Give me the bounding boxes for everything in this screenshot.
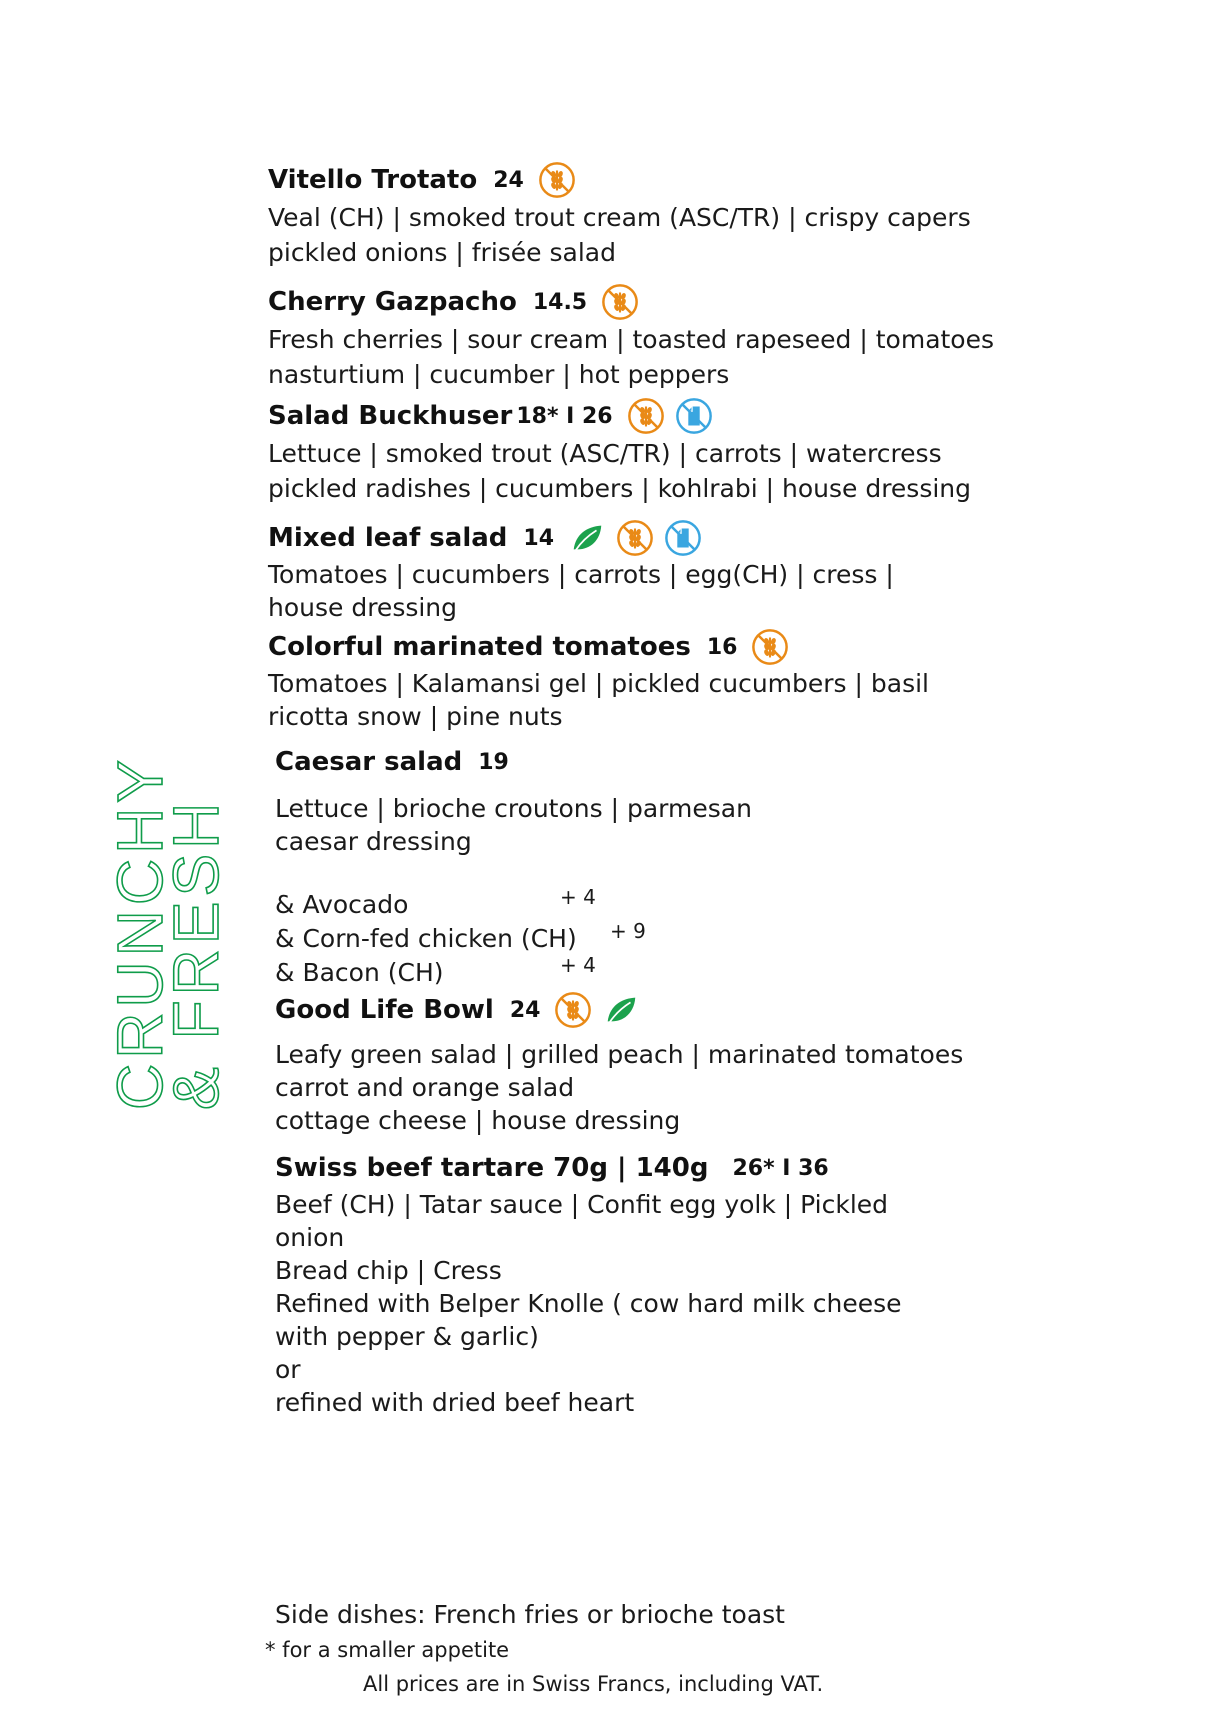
addon-label: & Corn-fed chicken (CH) xyxy=(275,924,577,953)
dish-description-line: Lettuce | brioche croutons | parmesan xyxy=(275,794,752,823)
addon-item xyxy=(275,953,1175,990)
dish-price: 24 xyxy=(509,997,541,1023)
menu-item-header xyxy=(268,518,1168,558)
dish-description-line: Bread chip | Cress xyxy=(275,1256,502,1285)
dish-description xyxy=(268,436,1168,506)
addons-list xyxy=(275,885,1175,990)
dish-description xyxy=(268,200,1168,270)
lactose-free-icon xyxy=(675,397,713,435)
dish-name: Salad Buckhuser xyxy=(268,401,513,431)
dish-price: 14 xyxy=(523,525,555,551)
dish-description-line: refined with dried beef heart xyxy=(275,1388,635,1417)
dish-description-line: or xyxy=(275,1355,301,1384)
dish-name: Mixed leaf salad xyxy=(268,523,508,553)
dish-description-line: ricotta snow | pine nuts xyxy=(268,702,563,731)
dish-description-line: Leafy green salad | grilled peach | marinated tomatoes xyxy=(275,1040,964,1069)
dish-name: Colorful marinated tomatoes xyxy=(268,632,691,662)
dish-description xyxy=(268,667,1168,733)
menu-item-header xyxy=(268,282,1168,322)
dish-description-line: nasturtium | cucumber | hot peppers xyxy=(268,360,730,389)
footnote: * for a smaller appetite xyxy=(265,1638,510,1662)
section-title-line-1: CRUNCHY xyxy=(104,755,176,1110)
menu-item xyxy=(275,742,1175,990)
addon-price: + 4 xyxy=(560,953,596,977)
menu-item xyxy=(268,396,1168,506)
dish-description-line: Beef (CH) | Tatar sauce | Confit egg yolk | Pickled xyxy=(275,1190,889,1219)
dish-description-line: with pepper & garlic) xyxy=(275,1322,539,1351)
dish-description xyxy=(275,792,1175,858)
dish-description-line: pickled radishes | cucumbers | kohlrabi | house dressing xyxy=(268,474,972,503)
dish-price: 18* I 26 xyxy=(516,403,613,429)
addon-label: & Avocado xyxy=(275,890,409,919)
vat-note: All prices are in Swiss Francs, including VAT. xyxy=(363,1672,824,1696)
addon-label: & Bacon (CH) xyxy=(275,958,444,987)
dish-name: Swiss beef tartare 70g | 140g xyxy=(275,1153,709,1183)
dietary-icons xyxy=(554,991,640,1029)
dish-description-line: Tomatoes | cucumbers | carrots | egg(CH) | cress | xyxy=(268,560,894,589)
dish-description-line: Refined with Belper Knolle ( cow hard milk cheese xyxy=(275,1289,902,1318)
dietary-icons xyxy=(538,161,576,199)
addon-price: + 4 xyxy=(560,885,596,909)
section-title-line-2: & FRESH xyxy=(160,797,232,1110)
gluten-free-icon xyxy=(616,519,654,557)
dish-description-line: Veal (CH) | smoked trout cream (ASC/TR) | crispy capers xyxy=(268,203,971,232)
dish-name: Cherry Gazpacho xyxy=(268,287,517,317)
gluten-free-icon xyxy=(601,283,639,321)
gluten-free-icon xyxy=(751,628,789,666)
addon-price: + 9 xyxy=(610,919,646,943)
dietary-icons xyxy=(568,519,702,557)
menu-item-header xyxy=(275,742,1175,782)
gluten-free-icon xyxy=(554,991,592,1029)
dietary-icons xyxy=(627,397,713,435)
dietary-icons xyxy=(601,283,639,321)
dish-description xyxy=(268,558,1168,624)
dish-description-line: pickled onions | frisée salad xyxy=(268,238,616,267)
menu-item xyxy=(268,160,1168,270)
menu-item xyxy=(275,1148,1175,1419)
dish-description xyxy=(275,1188,1175,1419)
addon-item xyxy=(275,885,1175,922)
dish-name: Caesar salad xyxy=(275,747,463,777)
dish-price: 19 xyxy=(478,749,509,775)
dish-price: 16 xyxy=(706,634,738,660)
vegan-leaf-icon xyxy=(602,991,640,1029)
dish-price: 14.5 xyxy=(532,289,588,315)
section-title-vertical xyxy=(104,755,232,1110)
addon-item xyxy=(275,919,1175,956)
dish-price: 24 xyxy=(493,167,524,193)
dish-description-line: Fresh cherries | sour cream | toasted rapeseed | tomatoes xyxy=(268,325,995,354)
dietary-icons xyxy=(751,628,789,666)
menu-item xyxy=(268,518,1168,624)
dish-description xyxy=(275,1038,1175,1137)
menu-item xyxy=(275,990,1175,1137)
lactose-free-icon xyxy=(664,519,702,557)
dish-description-line: caesar dressing xyxy=(275,827,472,856)
dish-description-line: cottage cheese | house dressing xyxy=(275,1106,681,1135)
menu-item-header xyxy=(268,160,1168,200)
dish-description-line: house dressing xyxy=(268,593,458,622)
menu-item-header xyxy=(268,627,1168,667)
dish-description-line: Tomatoes | Kalamansi gel | pickled cucumbers | basil xyxy=(268,669,929,698)
dish-description-line: Lettuce | smoked trout (ASC/TR) | carrots | watercress xyxy=(268,439,942,468)
dish-description xyxy=(268,322,1168,392)
vegan-leaf-icon xyxy=(568,519,606,557)
dish-price: 26* I 36 xyxy=(732,1155,829,1181)
side-dishes-note: Side dishes: French fries or brioche toast xyxy=(275,1600,785,1629)
gluten-free-icon xyxy=(538,161,576,199)
menu-item-header xyxy=(268,396,1168,436)
menu-item-header xyxy=(275,1148,1175,1188)
dish-name: Good Life Bowl xyxy=(275,995,494,1025)
gluten-free-icon xyxy=(627,397,665,435)
menu-item xyxy=(268,627,1168,733)
dish-description-line: onion xyxy=(275,1223,345,1252)
dish-name: Vitello Trotato xyxy=(268,165,478,195)
menu-item xyxy=(268,282,1168,392)
dish-description-line: carrot and orange salad xyxy=(275,1073,575,1102)
menu-item-header xyxy=(275,990,1175,1030)
